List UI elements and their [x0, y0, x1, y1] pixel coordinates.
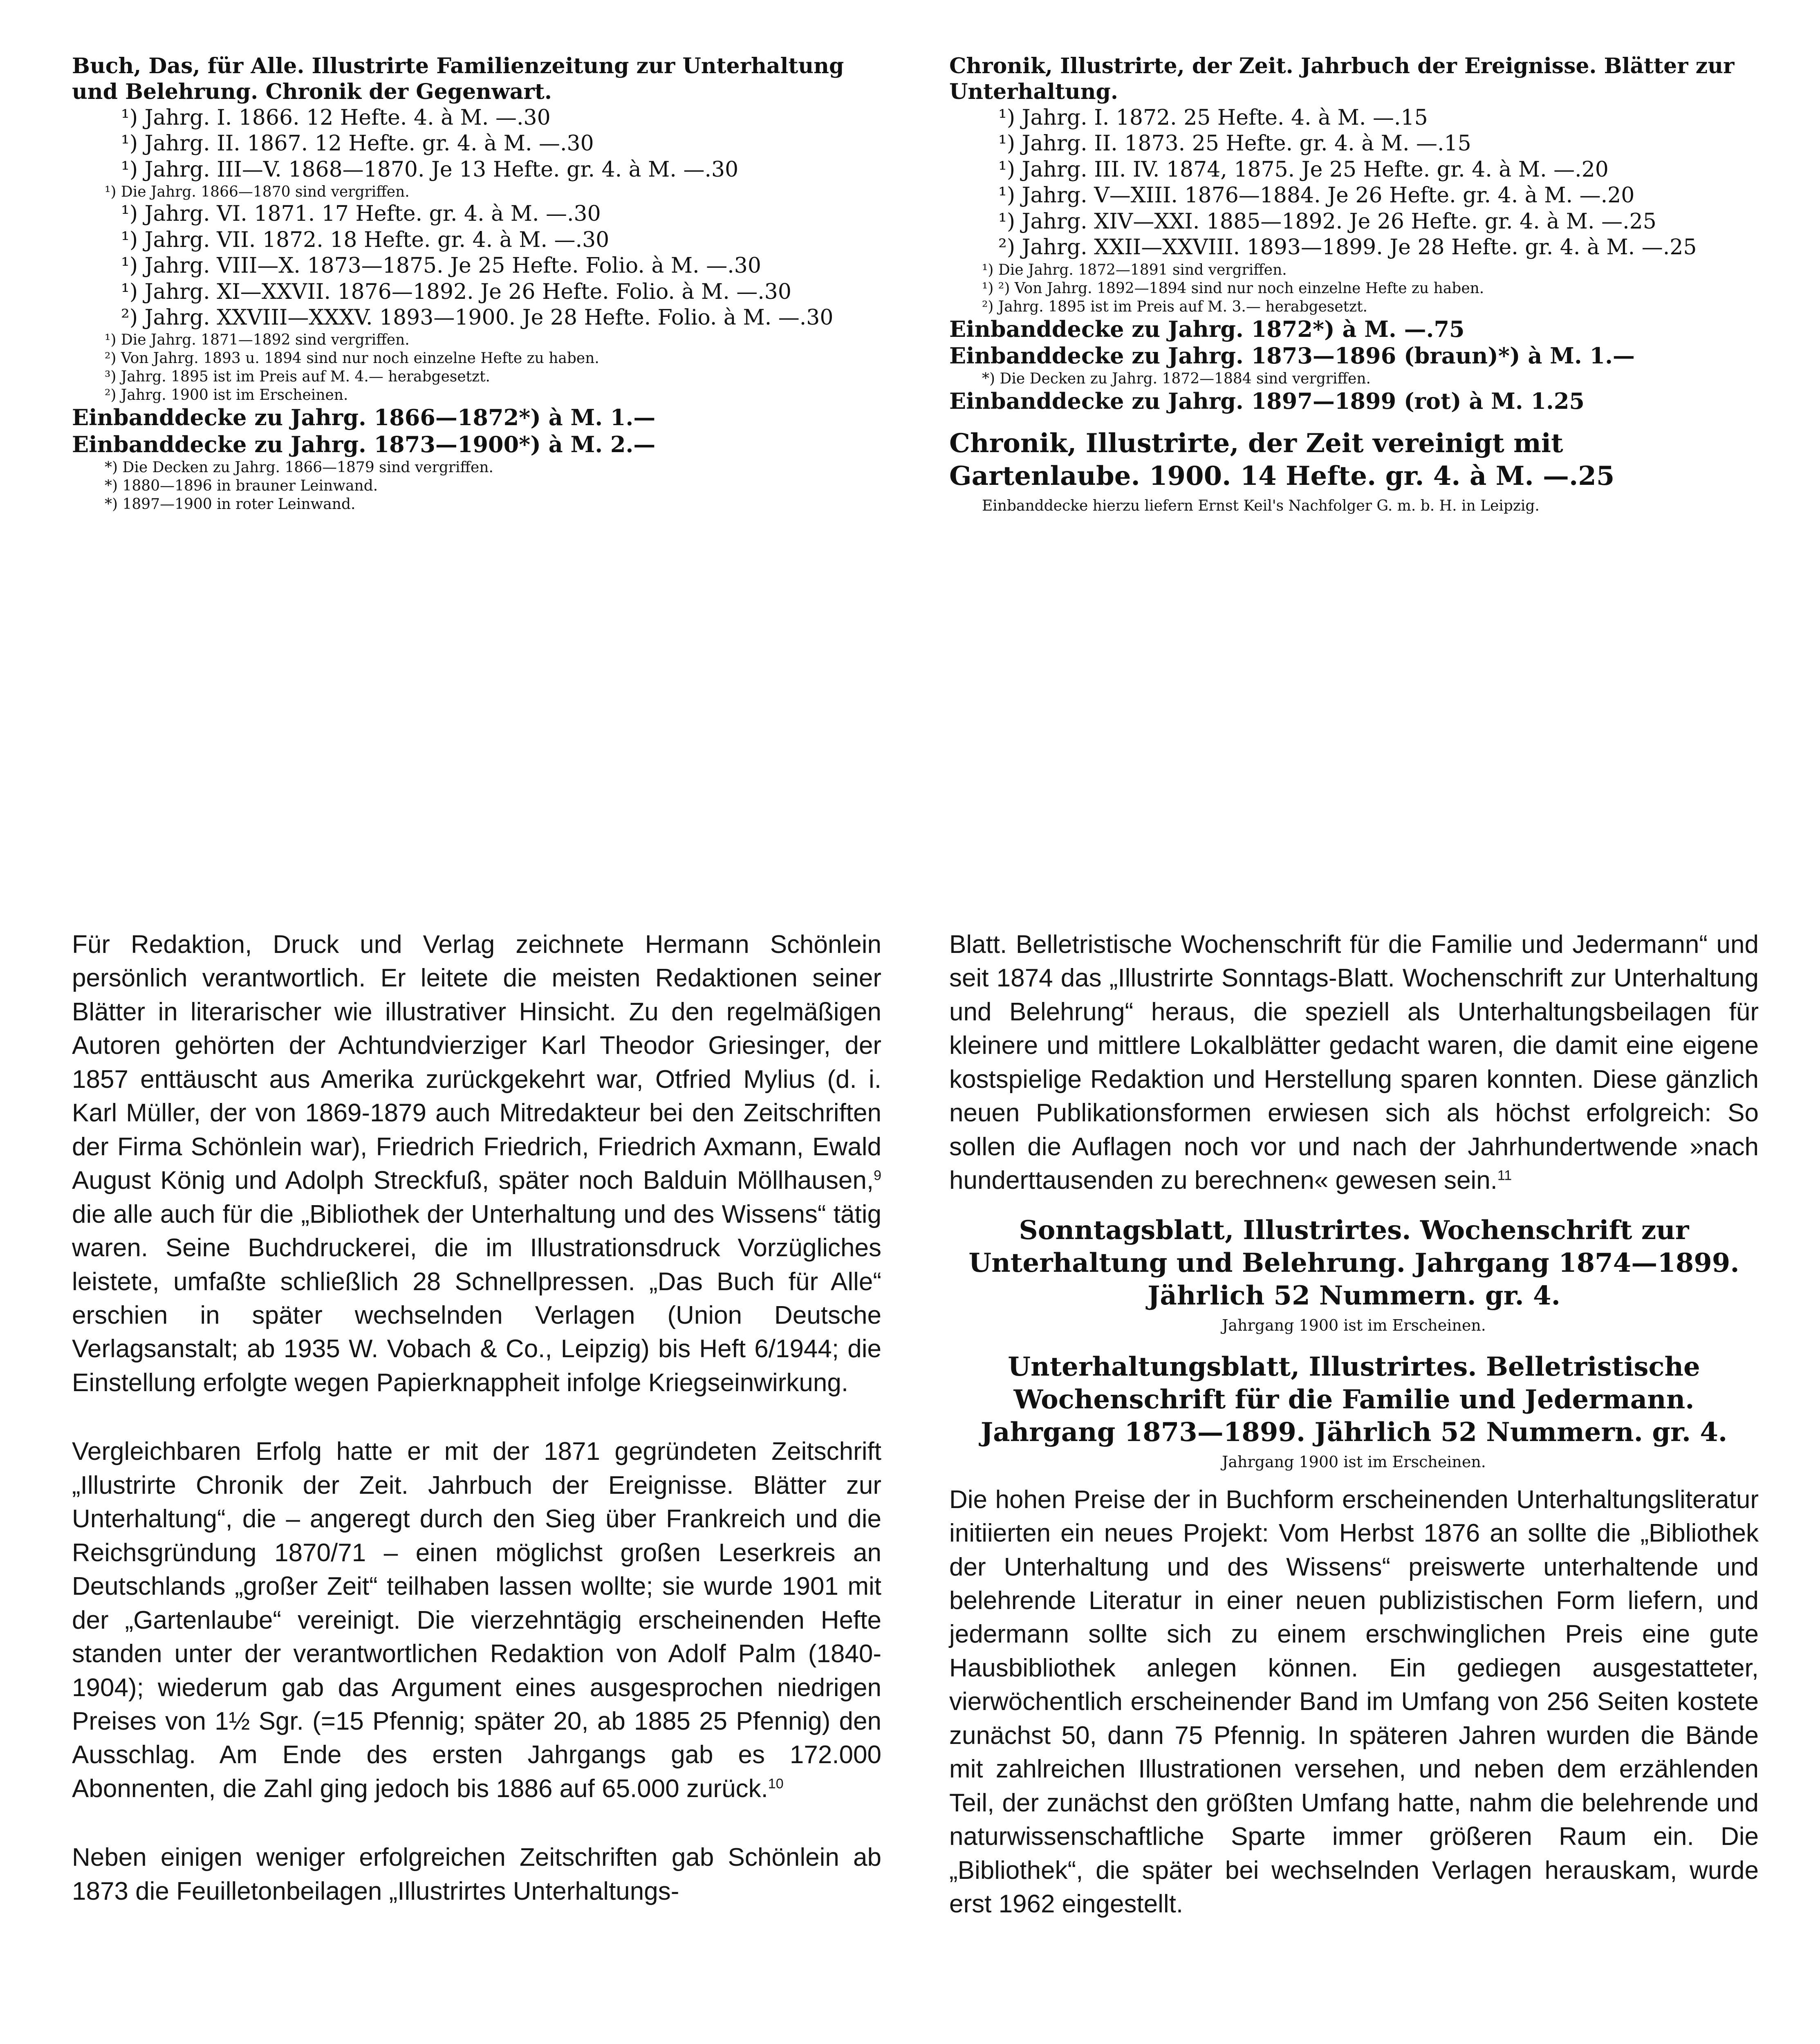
binding-line: Einbanddecke zu Jahrg. 1897—1899 (rot) à M. 1.25 [949, 388, 1585, 415]
right-catalog [949, 53, 1759, 515]
paragraph-text: Vergleichbaren Erfolg hatte er mit der 1871 gegründeten Zeitschrift „Illustrirte Chronik der Zeit. Jahrbuch der Ereignisse. Blätter zur Unterhaltung“, die – angeregt durch den Sieg über Frankreich und die Reichsgründung 1870/71 – einen möglichst großen Leserkreis an Deutschlands „großer Zeit“ teilhaben lassen wollte; sie wurde 1901 mit der „Gartenlaube“ vereinigt. Die vierzehntägig erscheinenden Hefte standen unter der verantwortlichen Redaktion von Adolf Palm (1840-1904); wiederum gab das Argument eines ausgesprochen niedrigen Preises von 1½ Sgr. (=15 Pfennig; später 20, ab 1885 25 Pfennig) den Ausschlag. Am Ende des ersten Jahrgangs gab es 172.000 Abonnenten, die Zahl ging jedoch bis 1886 auf 65.000 zurück. [72, 1437, 881, 1803]
catalog-line: ²) Jahrg. XXII—XXVIII. 1893—1899. Je 28 Hefte. gr. 4. à M. —.25 [998, 235, 1697, 260]
catalog-note: ¹) Die Jahrg. 1871—1892 sind vergriffen. [105, 332, 410, 349]
chronik-merged: Chronik, Illustrirte, der Zeit vereinigt mit Gartenlaube. 1900. 14 Hefte. gr. 4. à M. —.25 [949, 428, 1615, 492]
right-body [949, 928, 1759, 1957]
catalog-note: ²) Jahrg. 1900 ist im Erscheinen. [105, 387, 348, 404]
left-body [72, 928, 881, 1943]
catalog-note: ³) Jahrg. 1895 ist im Preis auf M. 4.— herabgesetzt. [105, 368, 490, 385]
binding-line: Einbanddecke zu Jahrg. 1873—1900*) à M. 2.— [72, 431, 656, 458]
binding-line: Einbanddecke zu Jahrg. 1873—1896 (braun)*) à M. 1.— [949, 343, 1635, 369]
paragraph: Neben einigen weniger erfolgreichen Zeitschriften gab Schönlein ab 1873 die Feuilletonbeilagen „Illustrirtes Unterhaltungs- [72, 1843, 881, 1905]
footnote-ref: 11 [1497, 1168, 1512, 1183]
catalog-line: ¹) Jahrg. III. IV. 1874, 1875. Je 25 Hefte. gr. 4. à M. —.20 [998, 157, 1609, 182]
catalog-note: ¹) Die Jahrg. 1866—1870 sind vergriffen. [105, 184, 410, 201]
catalog-note: *) Die Decken zu Jahrg. 1866—1879 sind vergriffen. [105, 459, 493, 476]
catalog-line: ¹) Jahrg. XIV—XXI. 1885—1892. Je 26 Hefte. gr. 4. à M. —.25 [998, 209, 1656, 234]
catalog-note: ¹) ²) Von Jahrg. 1892—1894 sind nur noch einzelne Hefte zu haben. [982, 280, 1484, 297]
binding-line: Einbanddecke zu Jahrg. 1872*) à M. —.75 [949, 316, 1465, 342]
paragraph [72, 928, 881, 1400]
catalog-line: ¹) Jahrg. II. 1873. 25 Hefte. gr. 4. à M. —.15 [998, 131, 1471, 156]
binding-line: Einbanddecke zu Jahrg. 1866—1872*) à M. 1.— [72, 404, 656, 431]
catalog-line: ¹) Jahrg. I. 1872. 25 Hefte. 4. à M. —.15 [998, 105, 1428, 130]
unterhaltungsblatt-entry: Unterhaltungsblatt, Illustrirtes. Belletristische Wochenschrift für die Familie und Jedermann. Jahrgang 1873—1899. Jährlich 52 Nummern. gr. 4. [980, 1351, 1728, 1448]
paragraph [72, 1435, 881, 1806]
catalog-title: Buch, Das, für Alle. Illustrirte Familienzeitung zur Unterhaltung und Belehrung. Chronik der Gegenwart. [72, 54, 844, 105]
catalog-line: ¹) Jahrg. II. 1867. 12 Hefte. gr. 4. à M. —.30 [121, 131, 594, 156]
paragraph [949, 928, 1759, 1198]
catalog-line: ¹) Jahrg. III—V. 1868—1870. Je 13 Hefte. gr. 4. à M. —.30 [121, 157, 739, 182]
catalog-note: *) 1880—1896 in brauner Leinwand. [105, 477, 378, 495]
catalog-line: ¹) Jahrg. V—XIII. 1876—1884. Je 26 Hefte. gr. 4. à M. —.20 [998, 183, 1635, 208]
catalog-note: ²) Von Jahrg. 1893 u. 1894 sind nur noch einzelne Hefte zu haben. [105, 350, 599, 367]
catalog-note: ¹) Die Jahrg. 1872—1891 sind vergriffen. [982, 261, 1287, 278]
catalog-title: Chronik, Illustrirte, der Zeit. Jahrbuch der Ereignisse. Blätter zur Unterhaltung. [949, 54, 1735, 105]
catalog-note: *) 1897—1900 in roter Leinwand. [105, 496, 356, 513]
footnote-ref: 9 [874, 1168, 881, 1183]
left-catalog [72, 53, 881, 513]
catalog-line: ¹) Jahrg. XI—XXVII. 1876—1892. Je 26 Hefte. Folio. à M. —.30 [121, 279, 791, 304]
catalog-note: ²) Jahrg. 1895 ist im Preis auf M. 3.— herabgesetzt. [982, 298, 1367, 315]
catalog-line: ¹) Jahrg. VII. 1872. 18 Hefte. gr. 4. à M. —.30 [121, 227, 610, 252]
catalog-note: *) Die Decken zu Jahrg. 1872—1884 sind vergriffen. [982, 370, 1371, 388]
catalog-line: ¹) Jahrg. VIII—X. 1873—1875. Je 25 Hefte. Folio. à M. —.30 [121, 253, 761, 278]
paragraph: Die hohen Preise der in Buchform erscheinenden Unterhaltungsliteratur initiierten ein neues Projekt: Vom Herbst 1876 an sollte die „Bibliothek der Unterhaltung und des Wissens“ preiswerte unterhaltende und belehrende Literatur in einer neuen publizistischen Form liefern, und jedermann sollte sich zu einem erschwinglichen Preis eine gute Hausbibliothek anlegen können. Ein gediegen ausgestatteter, vierwöchentlich erscheinender Band im Umfang von 256 Seiten kostete zunächst 50, dann 75 Pfennig. In späteren Jahren wurden die Bände mit zahlreichen Illustrationen versehen, und neben dem erzählenden Teil, der zunächst den größten Umfang hatte, nahm die belehrende und naturwissenschaftliche Sparte immer größeren Raum ein. Die „Bibliothek“, die später bei wechselnden Verlagen herauskam, wurde erst 1962 eingestellt. [949, 1485, 1759, 1918]
paragraph-text: die alle auch für die „Bibliothek der Unterhaltung und des Wissens“ tätig waren. Seine Buchdruckerei, die im Illustrationsdruck Vorzügliches leistete, umfaßte schließlich 28 Schnellpressen. „Das Buch für Alle“ erschien in später wechselnden Verlagen (Union Deutsche Verlagsanstalt; ab 1935 W. Vobach & Co., Leipzig) bis Heft 6/1944; die Einstellung erfolgte wegen Papierknappheit infolge Kriegseinwirkung. [72, 1200, 881, 1397]
catalog-line: ¹) Jahrg. I. 1866. 12 Hefte. 4. à M. —.30 [121, 105, 551, 130]
entry-note: Jahrgang 1900 ist im Erscheinen. [1222, 1452, 1486, 1471]
paragraph-text: Blatt. Belletristische Wochenschrift für die Familie und Jedermann“ und seit 1874 das „Illustrirte Sonntags-Blatt. Wochenschrift zur Unterhaltung und Belehrung“ heraus, die speziell als Unterhaltungsbeilagen für kleinere und mittlere Lokalblätter gedacht waren, die damit eine eigene kostspielige Redaktion und Herstellung sparen konnten. Diese gänzlich neuen Publikationsformen erwiesen sich als höchst erfolgreich: So sollen die Auflagen noch vor und nach der Jahrhundertwende »nach hunderttausenden zu berechnen« gewesen sein. [949, 930, 1759, 1195]
catalog-note: Einbanddecke hierzu liefern Ernst Keil's Nachfolger G. m. b. H. in Leipzig. [982, 498, 1540, 515]
footnote-ref: 10 [768, 1776, 784, 1792]
catalog-line: ¹) Jahrg. VI. 1871. 17 Hefte. gr. 4. à M. —.30 [121, 202, 601, 226]
entry-note: Jahrgang 1900 ist im Erscheinen. [1222, 1316, 1486, 1334]
catalog-line: ²) Jahrg. XXVIII—XXXV. 1893—1900. Je 28 Hefte. Folio. à M. —.30 [121, 305, 834, 330]
paragraph-text: Für Redaktion, Druck und Verlag zeichnete Hermann Schönlein persönlich verantwortlich. Er leitete die meisten Redaktionen seiner Blätter in literarischer wie illustrativer Hinsicht. Zu den regelmäßigen Autoren gehörten der Achtundvierziger Karl Theodor Griesinger, der 1857 enttäuscht aus Amerika zurückgekehrt war, Otfried Mylius (d. i. Karl Müller, der von 1869-1879 auch Mitredakteur bei den Zeitschriften der Firma Schönlein war), Friedrich Friedrich, Friedrich Axmann, Ewald August König und Adolph Streckfuß, später noch Balduin Möllhausen, [72, 930, 881, 1195]
sonntagsblatt-entry: Sonntagsblatt, Illustrirtes. Wochenschrift zur Unterhaltung und Belehrung. Jahrgang 1874—1899. Jährlich 52 Nummern. gr. 4. [968, 1215, 1739, 1311]
